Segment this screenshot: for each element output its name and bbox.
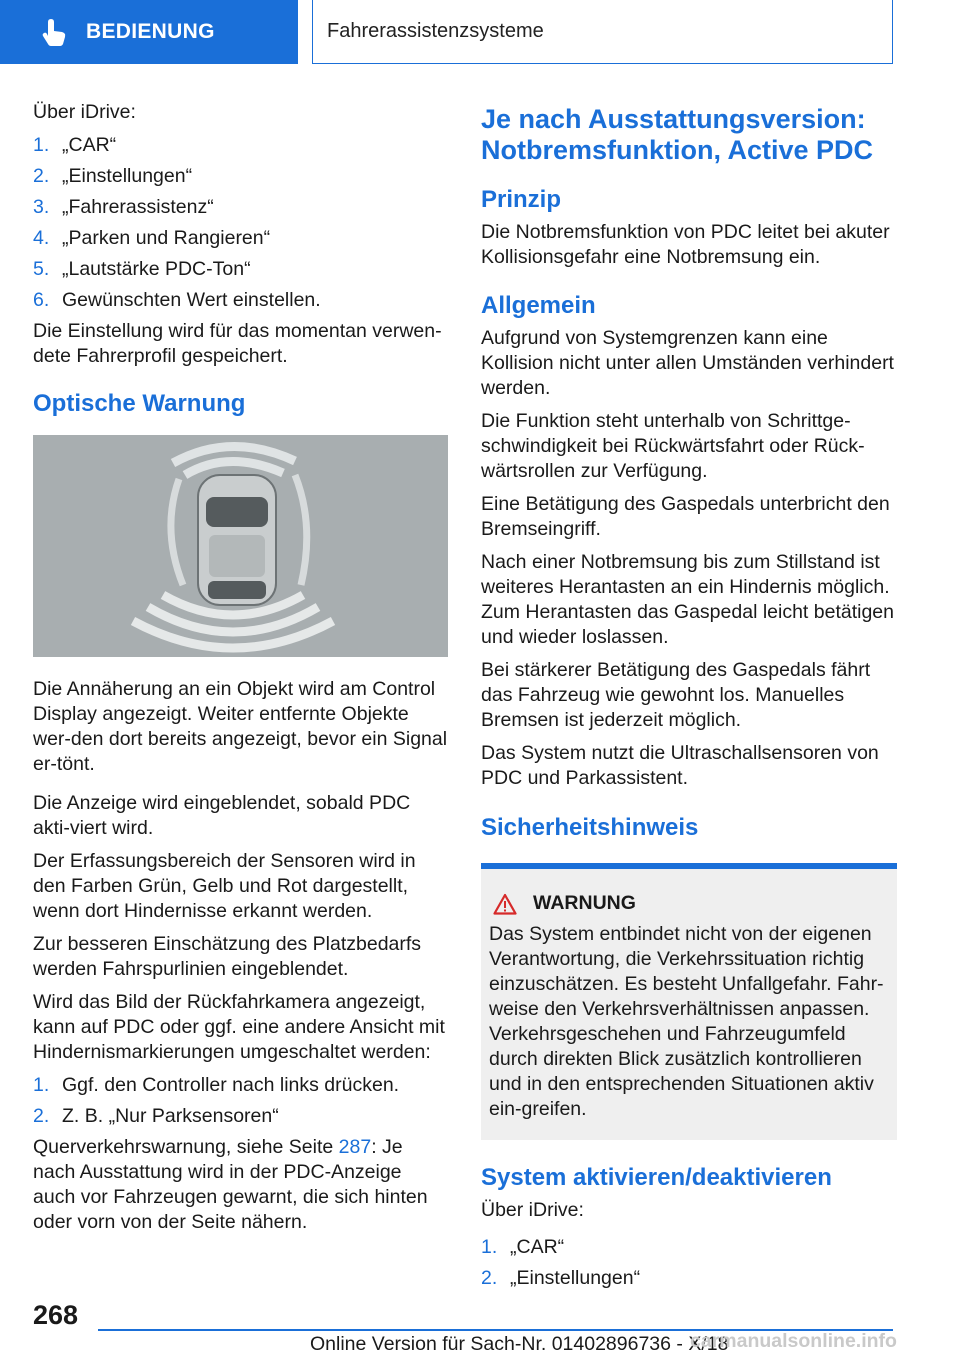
- heading-notbremsfunktion: Je nach Ausstattungsversion: Notbremsfunktion, Active PDC: [481, 104, 874, 165]
- warning-box: [481, 863, 897, 1140]
- paragraph: Aufgrund von Systemgrenzen kann eine Kollision nicht unter allen Umständen verhindert werden.: [481, 327, 894, 399]
- paragraph: Die Einstellung wird für das momentan verwen-dete Fahrerprofil gespeichert.: [33, 320, 442, 367]
- heading-prinzip: Prinzip: [481, 186, 562, 213]
- paragraph: Die Annäherung an ein Objekt wird am Control Display angezeigt. Weiter entfernte Objekte wer-den dort bereits angezeigt, bevor ein Signal er-tönt.: [33, 678, 448, 775]
- heading-allgemein: Allgemein: [481, 292, 596, 319]
- hand-pointer-icon: [40, 18, 68, 46]
- paragraph: Eine Betätigung des Gaspedals unterbricht den Bremseingriff.: [481, 493, 890, 540]
- paragraph: Nach einer Notbremsung bis zum Stillstand ist weiteres Herantasten an ein Hindernis möglich. Zum Herantasten das Gaspedal leicht betätigen und wieder loslassen.: [481, 551, 894, 648]
- paragraph: Das System nutzt die Ultraschallsensoren von PDC und Parkassistent.: [481, 742, 879, 789]
- list-item: 3. „Fahrerassistenz“: [33, 196, 214, 218]
- right-column: [481, 100, 897, 1297]
- list-item: 2. „Einstellungen“: [33, 165, 193, 187]
- warning-header: [493, 891, 889, 916]
- pdc-display-image: [33, 435, 448, 657]
- list-item: 1. Ggf. den Controller nach links drücken.: [33, 1074, 400, 1096]
- list-item: 1. „CAR“: [33, 134, 117, 156]
- list-item: 2. „Einstellungen“: [481, 1267, 641, 1289]
- list-item: 6. Gewünschten Wert einstellen.: [33, 289, 321, 311]
- watermark: carmanualsonline.info: [690, 1330, 897, 1352]
- page-link-287[interactable]: 287: [338, 1136, 372, 1158]
- heading-system-aktivieren: System aktivieren/deaktivieren: [481, 1164, 832, 1191]
- list-item: 4. „Parken und Rangieren“: [33, 227, 271, 249]
- section-title: BEDIENUNG: [86, 20, 215, 43]
- list-item: 1. „CAR“: [481, 1236, 565, 1258]
- chapter-tab: [312, 0, 893, 64]
- idrive-intro: Über iDrive:: [33, 101, 136, 123]
- paragraph: Die Anzeige wird eingeblendet, sobald PDC akti-viert wird.: [33, 792, 411, 839]
- paragraph: Der Erfassungsbereich der Sensoren wird in den Farben Grün, Gelb und Rot dargestellt, wenn dort Hindernisse erkannt werden.: [33, 850, 416, 922]
- footer-text: Online Version für Sach-Nr. 01402896736 - X/18: [310, 1333, 729, 1355]
- chapter-title: Fahrerassistenzsysteme: [327, 20, 544, 42]
- warning-triangle-icon: [493, 893, 517, 915]
- steps-list-1: [33, 133, 448, 313]
- paragraph: Wird das Bild der Rückfahrkamera angezeigt, kann auf PDC oder ggf. eine andere Ansicht mit Hindernismarkierungen umgeschaltet werden:: [33, 991, 445, 1063]
- paragraph: Die Notbremsfunktion von PDC leitet bei akuter Kollisionsgefahr eine Notbremsung ein.: [481, 221, 890, 268]
- heading-sicherheitshinweis: Sicherheitshinweis: [481, 814, 699, 841]
- paragraph: Bei stärkerer Betätigung des Gaspedals fährt das Fahrzeug wie gewohnt los. Manuelles Bremsen ist jederzeit möglich.: [481, 659, 871, 731]
- page-number: 268: [33, 1300, 79, 1330]
- warning-title: WARNUNG: [533, 892, 636, 914]
- steps-list-2: [33, 1073, 448, 1129]
- paragraph: Zur besseren Einschätzung des Platzbedarfs werden Fahrspurlinien eingeblendet.: [33, 933, 422, 980]
- left-column: [33, 100, 448, 1243]
- heading-optische-warnung: Optische Warnung: [33, 390, 246, 417]
- warning-text: Das System entbindet nicht von der eigenen Verantwortung, die Verkehrssituation richtig einzuschätzen. Es besteht Unfallgefahr. Fahr-weise den Verkehrsverhältnissen anpassen. Verkehrsgeschehen und Fahrzeugumfeld durch direkten Blick zusätzlich kontrollieren und in den entsprechenden Situationen aktiv ein-greifen.: [489, 923, 884, 1120]
- section-tab: [0, 0, 298, 64]
- steps-list-3: [481, 1235, 897, 1291]
- idrive-intro-2: Über iDrive:: [481, 1199, 584, 1221]
- paragraph-cross-traffic: Querverkehrswarnung, siehe Seite 287: Je nach Ausstattung wird in der PDC-Anzeige auch vor Fahrzeugen gewarnt, die sich hinten oder vorn von der Seite nähern.: [33, 1136, 428, 1233]
- list-item: 2. Z. B. „Nur Parksensoren“: [33, 1105, 279, 1127]
- paragraph: Die Funktion steht unterhalb von Schrittge-schwindigkeit bei Rückwärtsfahrt oder Rück-wärtsrollen zur Verfügung.: [481, 410, 865, 482]
- list-item: 5. „Lautstärke PDC-Ton“: [33, 258, 251, 280]
